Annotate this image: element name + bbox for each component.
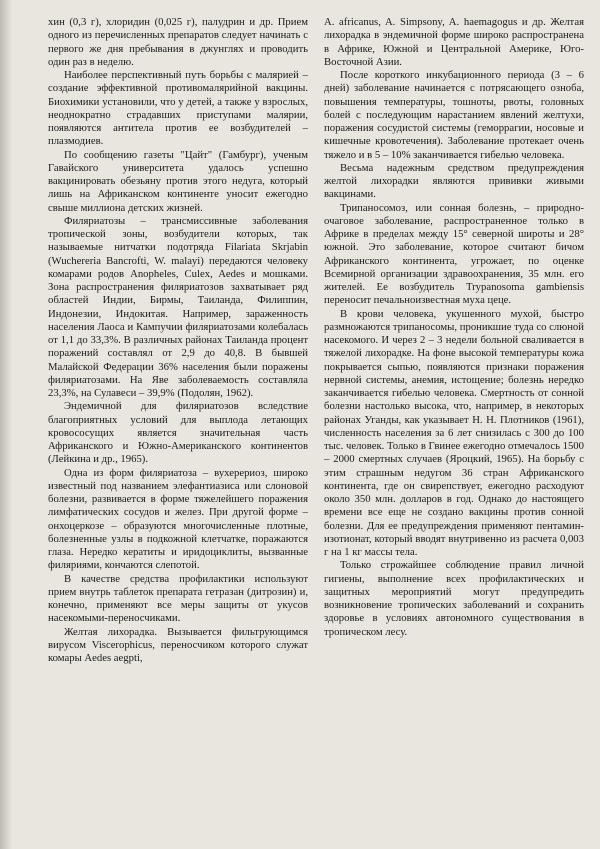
paragraph: По сообщению газеты "Цайт" (Гамбург), ученым Гавайского университета удалось успешно вакцинировать обезьяну против этого недуга, который лишь на Африканском континенте уносит ежегодно свыше миллиона детских жизней. (48, 148, 308, 214)
page-binding-edge (0, 0, 12, 849)
paragraph: В качестве средства профилактики используют прием внутрь таблеток препарата гетразан (дитрозин) и, конечно, применяют все меры защиты от укусов насекомыми-переносчиками. (48, 572, 308, 625)
paragraph: В крови человека, укушенного мухой, быстро размножаются трипаносомы, проникшие туда со слюной насекомого. И через 2 – 3 недели больной сваливается в тяжелой лихорадке. На фоне высокой температуры кожа покрывается сыпью, появляются признаки поражения нервной системы, анемия, истощение; болезнь нередко заканчивается гибелью человека. Смертность от сонной болезни настолько высока, что, например, в некоторых районах Уганды, как указывает Н. Н. Плотников (1961), численность населения за 6 лет снизилась с 300 до 100 тыс. человек. Только в Гвинее ежегодно отмечалось 1500 – 2000 смертных случаев (Яроцкий, 1965). На борьбу с этим страшным недугом 36 стран Африканского континента, где он свирепствует, ежегодно расходуют около 350 млн. долларов в год. Однако до настоящего времени все еще не создано вакцины против сонной болезни. Для ее предупреждения применяют пентамин-изотионат, который вводят внутривенно из расчета 0,003 г на 1 кг массы тела. (324, 307, 584, 558)
paragraph: Одна из форм филяриатоза – вухерериоз, широко известный под названием элефантиазиса или слоновой болезни, развивается в форме тяжелейшего поражения лимфатических сосудов и желез. При другой форме – онхоцеркозе – образуются многочисленные плотные, болезненные узлы в подкожной клетчатке, поражаются глаза. Нередко кератиты и иридоциклиты, вызванные филяриями, кончаются слепотой. (48, 466, 308, 572)
paragraph: Желтая лихорадка. Вызывается фильтрующимся вирусом Viscerophicus, переносчиком которого служат комары Aedes aegpti, (48, 625, 308, 664)
left-column (48, 16, 308, 849)
paragraph: Эндемичной для филяриатозов вследствие благоприятных условий для выплода летающих кровососущих является значительная часть Африканского и Южно-Американского континентов (Лейкина и др., 1965). (48, 400, 308, 466)
paragraph: Только строжайшее соблюдение правил личной гигиены, выполнение всех профилактических и защитных мероприятий могут предупредить возникновение тропических заболеваний и сохранить здоровье в условиях автономного существования в тропическом лесу. (324, 559, 584, 638)
paragraph: Трипаносомоз, или сонная болезнь, – природно-очаговое заболевание, распространенное только в Африке в пределах между 15° северной широты и 28° южной. Это заболевание, которое считают бичом Африканского континента, угрожает, по оценке Всемирной организации здравоохранения, 35 млн. его жителей. Ее возбудитель Trypanosoma gambiensis переносит печальноизвестная муха цеце. (324, 201, 584, 307)
paragraph: После короткого инкубационного периода (3 – 6 дней) заболевание начинается с потрясающего озноба, повышения температуры, тошноты, рвоты, головных болей с последующим нарастанием явлений желтухи, поражения сосудистой системы (геморрагии, носовые и кишечные кровотечения). Заболевание протекает очень тяжело и в 5 – 10% заканчивается гибелью человека. (324, 69, 584, 161)
paragraph: Наиболее перспективный путь борьбы с малярией – создание эффективной противомалярийной вакцины. Биохимики установили, что у детей, а также у взрослых, неоднократно страдавших приступами малярии, появляются антитела против ее возбудителей – плазмодиев. (48, 69, 308, 148)
right-column (324, 16, 584, 849)
paragraph: Весьма надежным средством предупреждения желтой лихорадки являются прививки живыми вакцинами. (324, 161, 584, 201)
paragraph: хин (0,3 г), хлоридин (0,025 г), палудрин и др. Прием одного из перечисленных препаратов следует начинать с первого же дня пребывания в джунглях и проводить один раз в неделю. (48, 16, 308, 68)
paragraph: Филяриатозы – трансмиссивные заболевания тропической зоны, возбудители которых, так называемые нитчатки подотряда Filariata Skrjabin (Wuchereria Bancrofti, W. malayi) передаются человеку комарами родов Anopheles, Culex, Aedes и мошками. Зона распространения филяриатозов захватывает ряд областей Индии, Бирмы, Таиланда, Филиппин, Индонезии, Индокитая. Например, зараженность населения Лаоса и Кампучии филяриатозами колебалась от 1,1 до 33,3%. В различных районах Таиланда процент поражений составлял от 2,9 до 40,8. В бывшей Малайской Федерации 36% населения были поражены филяриатозами. На Яве заболеваемость составляла 23,3%, на Сулавеси – 39,9% (Подолян, 1962). (48, 214, 308, 399)
paragraph: A. africanus, A. Simpsony, A. haemagogus и др. Желтая лихорадка в эндемичной форме широко распространена в Африке, Южной и Центральной Америке, Юго-Восточной Азии. (324, 16, 584, 68)
